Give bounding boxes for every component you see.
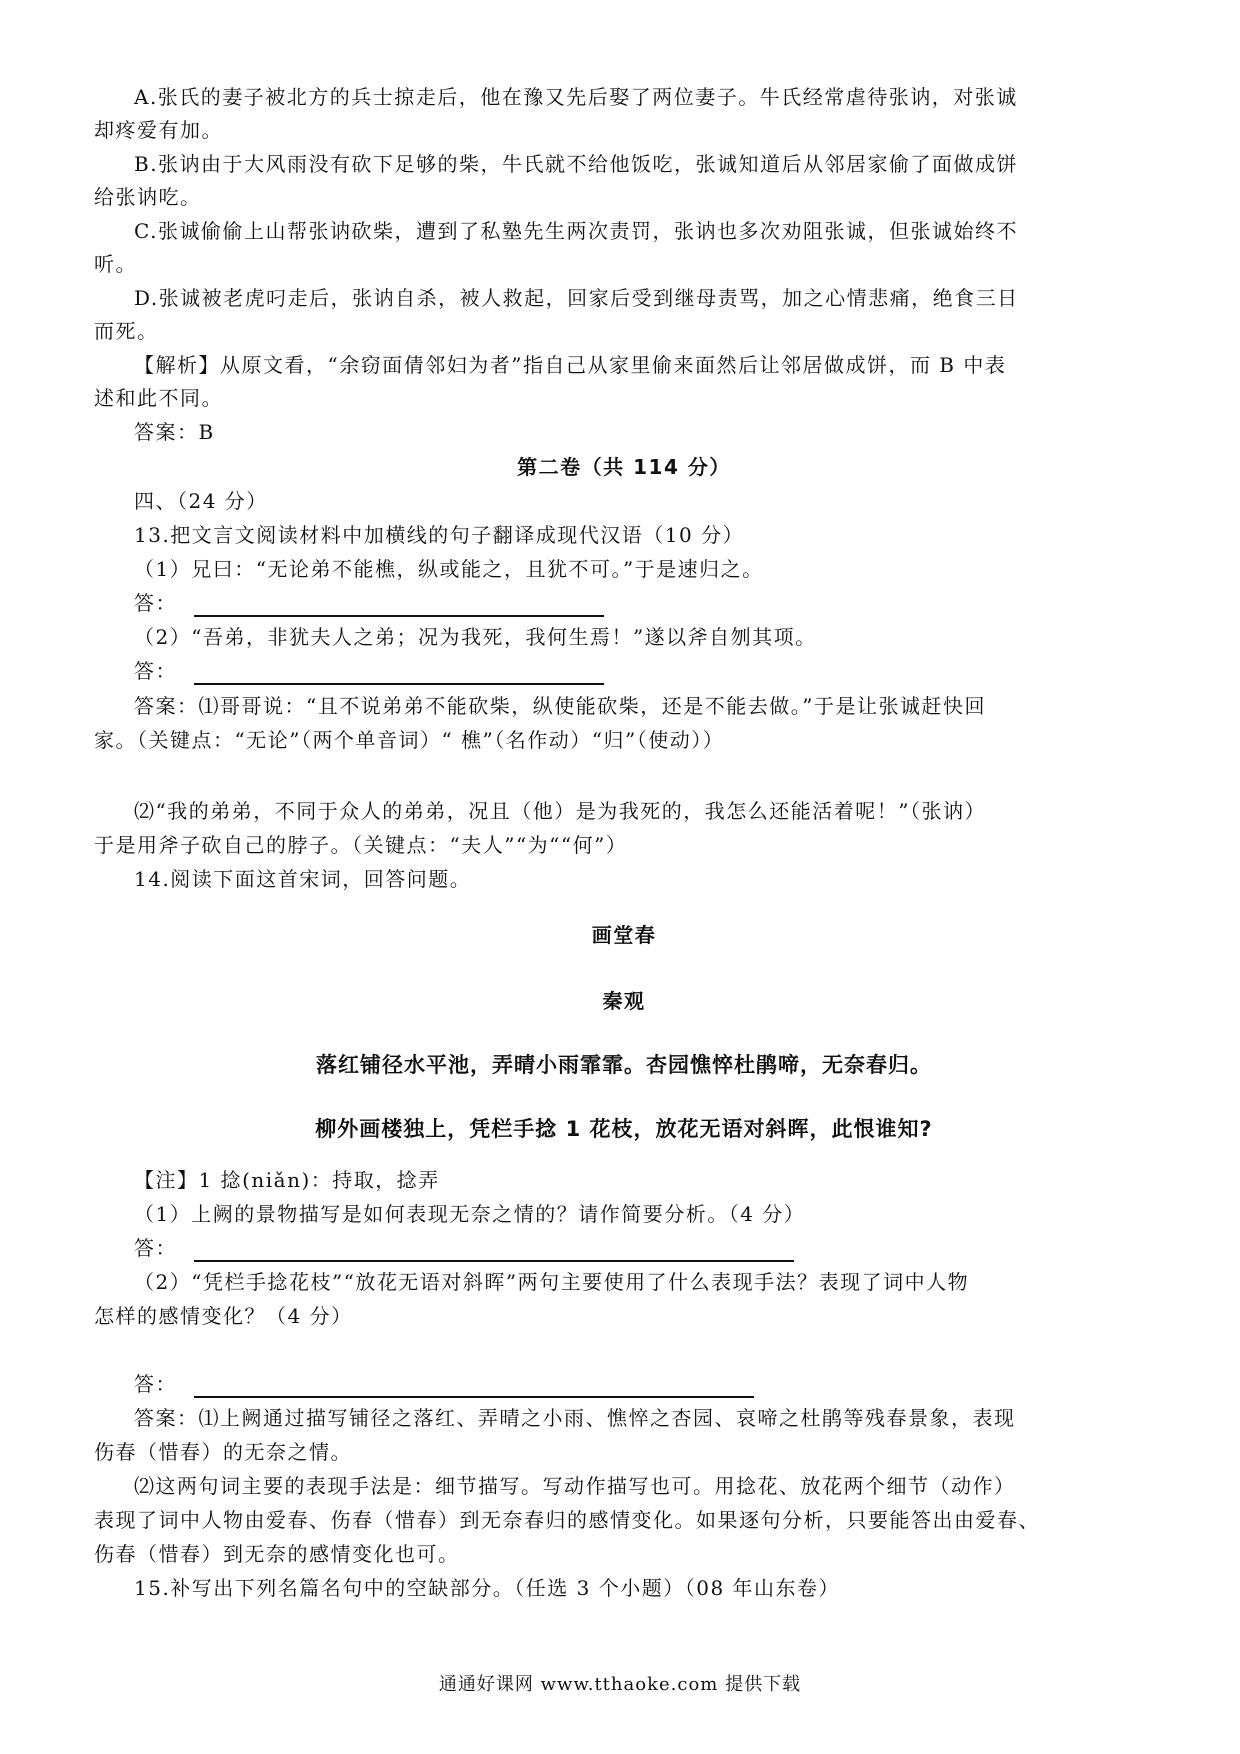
question-14-2-line2: 怎样的感情变化？（4 分） [94,1304,353,1328]
poem-line-2: 柳外画楼独上，凭栏手捻 1 花枝，放花无语对斜晖，此恨谁知? [315,1117,933,1141]
answer-label-14-1: 答： [134,1236,177,1260]
question-14-1: （1）上阙的景物描写是如何表现无奈之情的？请作简要分析。（4 分） [134,1202,806,1226]
option-c-line1: C.张诚偷偷上山帮张讷砍柴，遭到了私塾先生两次责罚，张讷也多次劝阻张诚，但张诚始终不 [134,219,1018,243]
answer-13-line4: 于是用斧子砍自己的脖子。（关键点：“夫人”“为““何”） [94,833,628,857]
poem-title: 画堂春 [591,923,657,947]
part-four-heading: 四、（24 分） [134,489,268,513]
question-14: 14.阅读下面这首宋词，回答问题。 [134,867,472,891]
option-a-line2: 却疼爱有加。 [94,118,223,142]
answer-label-13-1: 答： [134,591,177,615]
page-footer: 通通好课网 www.tthaoke.com 提供下载 [438,1674,802,1695]
question-13: 13.把文言文阅读材料中加横线的句子翻译成现代汉语（10 分） [134,523,745,547]
answer-blank-14-2 [194,1396,754,1398]
answer-13-line1: 答案：⑴哥哥说：“且不说弟弟不能砍柴，纵使能砍柴，还是不能去做。”于是让张诚赶快回 [134,694,986,718]
question-13-2: （2）“吾弟，非犹夫人之弟；况为我死，我何生焉！”遂以斧自刎其项。 [134,625,817,649]
section-title: 第二卷（共 114 分） [517,455,731,479]
analysis-line1: 【解析】从原文看，“余窃面倩邻妇为者”指自己从家里偷来面然后让邻居做成饼，而 B 中表 [134,353,1007,377]
poem-line-1: 落红铺径水平池，弄晴小雨霏霏。杏园憔悴杜鹃啼，无奈春归。 [316,1053,932,1077]
option-d-line1: D.张诚被老虎叼走后，张讷自杀，被人救起，回家后受到继母责骂，加之心情悲痛，绝食三日 [134,286,1019,310]
answer-13-line2: 家。（关键点：“无论”（两个单音词）“ 樵”（名作动）“归”（使动）） [94,728,725,752]
answer-14-line4: 表现了词中人物由爱春、伤春（惜春）到无奈春归的感情变化。如果逐句分析，只要能答出由爱春、 [94,1508,1040,1532]
analysis-line2: 述和此不同。 [94,386,223,410]
answer-label-14-2: 答： [134,1372,177,1396]
option-d-line2: 而死。 [94,319,159,343]
question-14-2-line1: （2）“凭栏手捻花枝”“放花无语对斜晖”两句主要使用了什么表现手法？表现了词中人物 [134,1270,970,1294]
answer-14-line1: 答案：⑴上阙通过描写铺径之落红、弄晴之小雨、憔悴之杏园、哀啼之杜鹃等残春景象，表现 [134,1406,1016,1430]
answer-blank-14-1 [194,1260,794,1262]
option-b-line1: B.张讷由于大风雨没有砍下足够的柴，牛氏就不给他饭吃，张诚知道后从邻居家偷了面做成饼 [134,152,1019,176]
answer-blank-13-2 [194,683,604,685]
poem-note: 【注】1 捻(niǎn)：持取，捻弄 [134,1168,440,1192]
question-13-1: （1）兄曰：“无论弟不能樵，纵或能之，且犹不可。”于是速归之。 [134,557,764,581]
answer-13-line3: ⑵“我的弟弟，不同于众人的弟弟，况且（他）是为我死的，我怎么还能活着呢！”（张讷） [134,799,986,823]
answer-label-13-2: 答： [134,659,177,683]
answer-14-line2: 伤春（惜春）的无奈之情。 [94,1440,352,1464]
option-a-line1: A.张氏的妻子被北方的兵士掠走后，他在豫又先后娶了两位妻子。牛氏经常虐待张讷，对张诚 [134,85,1018,109]
question-15: 15.补写出下列名篇名句中的空缺部分。（任选 3 个小题）（08 年山东卷） [134,1576,841,1600]
answer-q12: 答案：B [134,420,215,444]
answer-14-line5: 伤春（惜春）到无奈的感情变化也可。 [94,1542,460,1566]
option-c-line2: 听。 [94,252,137,276]
option-b-line2: 给张讷吃。 [94,185,202,209]
poem-author: 秦观 [602,989,646,1013]
answer-blank-13-1 [194,615,604,617]
answer-14-line3: ⑵这两句词主要的表现手法是：细节描写。写动作描写也可。用捻花、放花两个细节（动作） [134,1474,1016,1498]
